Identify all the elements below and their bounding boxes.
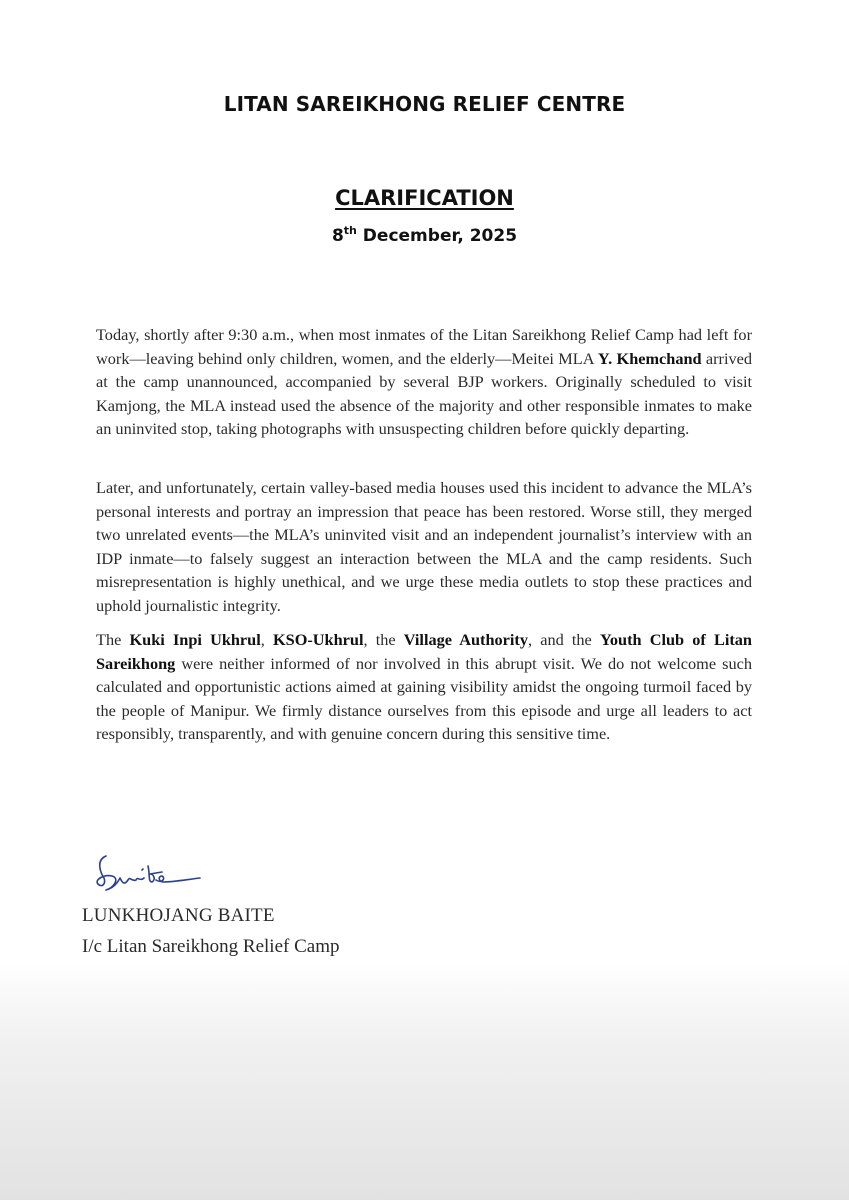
mla-name: Y. Khemchand [597,348,702,368]
paragraph-3-text-2: , [260,630,273,649]
paragraph-3-text-4: , and the [527,630,600,649]
paragraph-1-text-a: Today, shortly after 9:30 a.m., when most inmates of the Litan Sareikhong Relief Camp had left for work—leaving behind only children, women, and the elderly—Meitei MLA [96,325,752,368]
paragraph-3 [96,628,752,746]
paragraph-3-text-3: , the [363,630,404,649]
paragraph-3-text-5: were neither informed of nor involved in this abrupt visit. We do not welcome such calculated and opportunistic actions aimed at gaining visibility amidst the ongoing turmoil faced by the people of Manipur. We firmly distance ourselves from this episode and urge all leaders to act responsibly, transparently, and with genuine concern during this sensitive time. [96,653,752,744]
paragraph-1 [96,323,752,441]
paragraph-2: Later, and unfortunately, certain valley-based media houses used this incident to advance the MLA’s personal interests and portray an impression that peace has been restored. Worse still, they merged two unrelated events—the MLA’s uninvited visit and an independent journalist’s interview with an IDP inmate—to falsely suggest an interaction between the MLA and the camp residents. Such misrepresentation is highly unethical, and we urge these media outlets to stop these practices and uphold journalistic integrity. [96,478,752,615]
signer-name: LUNKHOJANG BAITE [82,905,275,926]
org-kso: KSO-Ukhrul [272,630,364,649]
document-heading: CLARIFICATION [335,186,514,210]
date-month-year: December, 2025 [356,226,518,246]
document-date [0,226,849,246]
signer-role: I/c Litan Sareikhong Relief Camp [82,936,340,957]
org-village-authority: Village Authority [403,630,528,649]
handwritten-signature [92,848,212,898]
org-kuki-inpi: Kuki Inpi Ukhrul [129,630,261,649]
org-youth-club: Youth Club of Litan Sareikhong [96,630,752,673]
paragraph-1-text-b: arrived at the camp unannounced, accompanied by several BJP workers. Originally scheduled to visit Kamjong, the MLA instead used the absence of the majority and other responsible inmates to make an uninvited stop, taking photographs with unsuspecting children before quickly departing. [96,348,752,439]
date-suffix: th [343,224,357,237]
paragraph-3-text-1: The [96,630,130,649]
date-day: 8 [331,226,344,246]
organization-title: LITAN SAREIKHONG RELIEF CENTRE [223,92,626,116]
